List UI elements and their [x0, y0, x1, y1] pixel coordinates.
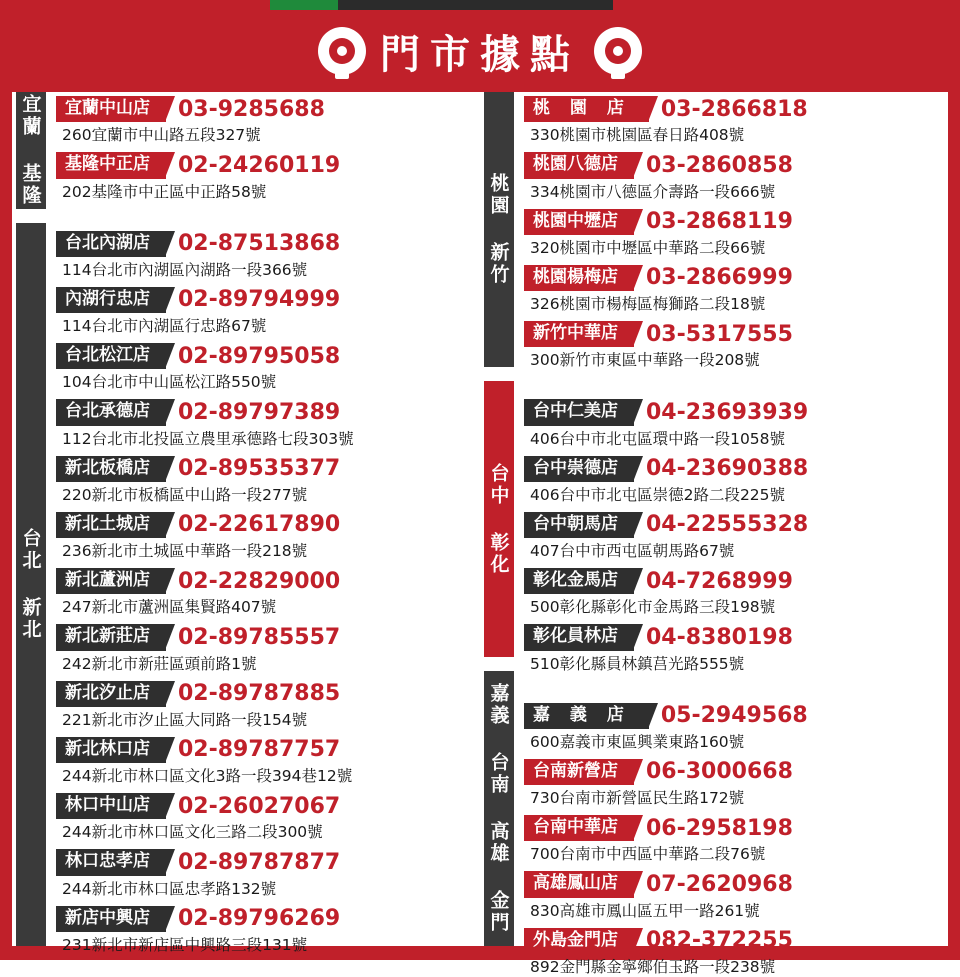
store-group: [524, 96, 942, 370]
store-name-tag: 台北內湖店: [56, 231, 166, 257]
store-name-tag: 彰化金馬店: [524, 568, 634, 594]
store-name-tag: 台中仁美店: [524, 399, 634, 425]
store-entry[interactable]: [524, 759, 942, 808]
store-phone[interactable]: 04-7268999: [646, 568, 793, 594]
store-entry[interactable]: [524, 152, 942, 201]
store-entry[interactable]: [524, 512, 942, 561]
store-name-tag: 高雄鳳山店: [524, 871, 634, 897]
store-entry[interactable]: [56, 681, 474, 730]
store-name-tag: 內湖行忠店: [56, 287, 166, 313]
store-phone[interactable]: 02-89796269: [178, 906, 341, 932]
store-name-tag: 桃園八德店: [524, 152, 634, 178]
store-entry[interactable]: [56, 399, 474, 448]
store-entry[interactable]: [56, 343, 474, 392]
store-entry[interactable]: [56, 624, 474, 673]
store-phone[interactable]: 02-89787877: [178, 849, 341, 875]
store-phone[interactable]: 05-2949568: [660, 703, 808, 729]
topbar-segment-green: [270, 0, 338, 10]
store-entry[interactable]: [56, 512, 474, 561]
group-spacer: [524, 377, 942, 399]
store-phone[interactable]: 04-23690388: [646, 456, 809, 482]
region-label-0-0: 宜蘭 基隆: [16, 92, 46, 209]
store-address: 700台南市中西區中華路二段76號: [530, 845, 766, 864]
store-address: 730台南市新營區民生路172號: [530, 789, 745, 807]
region-label-1-1: 台中 彰化: [484, 381, 514, 656]
store-address: 247新北市蘆洲區集賢路407號: [62, 598, 277, 617]
store-name-tag: 彰化員林店: [524, 624, 634, 650]
store-list-right: [514, 92, 948, 976]
store-address: 231新北市新店區中興路三段131號: [62, 935, 308, 954]
topbar-segment-red-left: [0, 0, 270, 10]
store-entry[interactable]: [524, 209, 942, 258]
store-address: 112台北市北投區立農里承德路七段303號: [62, 429, 354, 448]
store-phone[interactable]: 02-89797389: [178, 399, 341, 425]
store-address: 260宜蘭市中山路五段327號: [62, 126, 261, 145]
store-entry[interactable]: [56, 287, 474, 336]
region-label-1-2: 嘉義 台南 高雄 金門: [484, 671, 514, 946]
store-address: 334桃園市八德區介壽路一段666號: [530, 182, 776, 201]
store-phone[interactable]: 082-372255: [646, 928, 793, 954]
store-entry[interactable]: [524, 456, 942, 505]
store-address: 202基隆市中正區中正路58號: [62, 182, 267, 201]
store-name-tag: 新北新莊店: [56, 624, 166, 650]
store-phone[interactable]: 06-3000668: [646, 759, 793, 785]
topbar-segment-red-right: [613, 0, 960, 10]
store-address: 220新北市板橋區中山路一段277號: [62, 485, 308, 504]
store-group: [56, 96, 474, 202]
store-phone[interactable]: 02-22617890: [178, 512, 341, 538]
store-address: 600嘉義市東區興業東路160號: [530, 732, 745, 751]
store-phone[interactable]: 02-26027067: [178, 793, 341, 819]
store-entry[interactable]: [56, 568, 474, 617]
topbar-segment-dark: [338, 0, 613, 10]
store-entry[interactable]: [524, 871, 942, 920]
store-address: 892金門縣金寧鄉伯玉路一段238號: [530, 957, 776, 976]
store-phone[interactable]: 02-89787757: [178, 737, 341, 763]
store-address: 406台中市北屯區崇德2路二段225號: [530, 485, 786, 504]
store-name-tag: 林口中山店: [56, 793, 166, 819]
store-name-tag: 台南新營店: [524, 759, 634, 785]
column-left: [12, 92, 480, 954]
store-name-tag: 新北土城店: [56, 512, 166, 538]
store-entry[interactable]: [56, 456, 474, 505]
store-phone[interactable]: 02-24260119: [178, 152, 341, 178]
store-name-tag: 宜蘭中山店: [56, 96, 166, 122]
store-name-tag: 新竹中華店: [524, 321, 634, 347]
store-phone[interactable]: 03-5317555: [646, 321, 793, 347]
store-name-tag: 林口忠孝店: [56, 849, 166, 875]
store-phone[interactable]: 07-2620968: [646, 871, 793, 897]
store-phone[interactable]: 06-2958198: [646, 815, 793, 841]
store-group: [524, 703, 942, 977]
store-name-tag: 新北板橋店: [56, 456, 166, 482]
page-title: 門市據點: [380, 31, 580, 78]
store-phone[interactable]: 03-2860858: [646, 152, 793, 178]
store-phone[interactable]: 02-87513868: [178, 231, 341, 257]
store-address: 242新北市新莊區頭前路1號: [62, 654, 257, 673]
store-name-tag: 新北蘆洲店: [56, 568, 166, 594]
store-address: 236新北市土城區中華路一段218號: [62, 542, 308, 560]
store-name-tag: 新店中興店: [56, 906, 166, 932]
store-address: 406台中市北屯區環中路一段1058號: [530, 429, 786, 448]
group-spacer: [56, 209, 474, 231]
store-address: 244新北市林口區文化3路一段394巷12號: [62, 767, 353, 785]
store-group: [524, 399, 942, 673]
tire-icon: [318, 27, 366, 75]
store-phone[interactable]: 02-89785557: [178, 624, 341, 650]
store-name-tag: 新北林口店: [56, 737, 166, 763]
store-entry[interactable]: [56, 152, 474, 201]
store-address: 500彰化縣彰化市金馬路三段198號: [530, 598, 776, 617]
store-name-tag: 台中朝馬店: [524, 512, 634, 538]
region-rail-right: [484, 92, 514, 946]
store-entry[interactable]: [56, 231, 474, 280]
store-name-tag: 台中崇德店: [524, 456, 634, 482]
store-entry[interactable]: [524, 399, 942, 448]
group-spacer: [524, 681, 942, 703]
store-group: [56, 231, 474, 955]
store-list-left: [46, 92, 480, 954]
store-phone[interactable]: 02-22829000: [178, 568, 341, 594]
store-address: 330桃園市桃園區春日路408號: [530, 126, 745, 145]
rail-spacer: [484, 367, 514, 381]
store-address: 407台中市西屯區朝馬路67號: [530, 542, 735, 560]
store-entry[interactable]: [524, 624, 942, 673]
store-address: 114台北市內湖區行忠路67號: [62, 317, 267, 335]
store-address: 320桃園市中壢區中華路二段66號: [530, 238, 766, 257]
store-entry[interactable]: [524, 928, 942, 977]
store-name-tag: 桃園楊梅店: [524, 265, 634, 291]
store-name-tag: 基隆中正店: [56, 152, 166, 178]
store-address: 104台北市中山區松江路550號: [62, 373, 277, 392]
tire-icon: [594, 27, 642, 75]
store-phone[interactable]: 03-2866999: [646, 265, 793, 291]
store-address: 114台北市內湖區內湖路一段366號: [62, 260, 308, 279]
rail-spacer: [16, 209, 46, 223]
store-entry[interactable]: [524, 96, 942, 145]
store-address: 300新竹市東區中華路一段208號: [530, 351, 760, 370]
store-name-tag: 嘉 義 店: [524, 703, 649, 729]
store-name-tag: 桃園中壢店: [524, 209, 634, 235]
store-phone[interactable]: 03-2868119: [646, 209, 793, 235]
store-name-tag: 外島金門店: [524, 928, 634, 954]
store-address: 244新北市林口區文化三路二段300號: [62, 823, 323, 842]
store-entry[interactable]: [56, 849, 474, 898]
store-name-tag: 台北松江店: [56, 343, 166, 369]
column-right: [480, 92, 948, 976]
store-address: 326桃園市楊梅區梅獅路二段18號: [530, 295, 766, 313]
page-header: [0, 10, 960, 92]
store-phone[interactable]: 04-8380198: [646, 624, 793, 650]
store-name-tag: 台北承德店: [56, 399, 166, 425]
store-address: 510彰化縣員林鎮莒光路555號: [530, 654, 745, 673]
store-phone[interactable]: 02-89795058: [178, 343, 341, 369]
store-address: 244新北市林口區忠孝路132號: [62, 879, 277, 898]
store-address: 830高雄市鳳山區五甲一路261號: [530, 901, 760, 920]
store-phone[interactable]: 02-89787885: [178, 681, 341, 707]
store-entry[interactable]: [524, 703, 942, 752]
store-phone[interactable]: 04-22555328: [646, 512, 809, 538]
region-label-1-0: 桃園 新竹: [484, 92, 514, 367]
store-entry[interactable]: [524, 568, 942, 617]
store-entry[interactable]: [524, 815, 942, 864]
store-entry[interactable]: [56, 96, 474, 145]
store-entry[interactable]: [56, 793, 474, 842]
store-name-tag: 桃 園 店: [524, 96, 649, 122]
rail-spacer: [484, 657, 514, 671]
store-entry[interactable]: [524, 321, 942, 370]
store-name-tag: 台南中華店: [524, 815, 634, 841]
region-rail-left: [16, 92, 46, 946]
store-phone[interactable]: 02-89794999: [178, 287, 341, 313]
store-address: 221新北市汐止區大同路一段154號: [62, 710, 308, 729]
store-entry[interactable]: [56, 737, 474, 786]
store-phone[interactable]: 03-2866818: [660, 96, 808, 122]
store-entry[interactable]: [56, 906, 474, 955]
store-phone[interactable]: 02-89535377: [178, 456, 341, 482]
store-phone[interactable]: 04-23693939: [646, 399, 809, 425]
store-name-tag: 新北汐止店: [56, 681, 166, 707]
store-entry[interactable]: [524, 265, 942, 314]
store-phone[interactable]: 03-9285688: [178, 96, 325, 122]
top-color-bar: [0, 0, 960, 10]
store-columns: [12, 92, 948, 976]
region-label-0-1: 台北 新北: [16, 223, 46, 946]
